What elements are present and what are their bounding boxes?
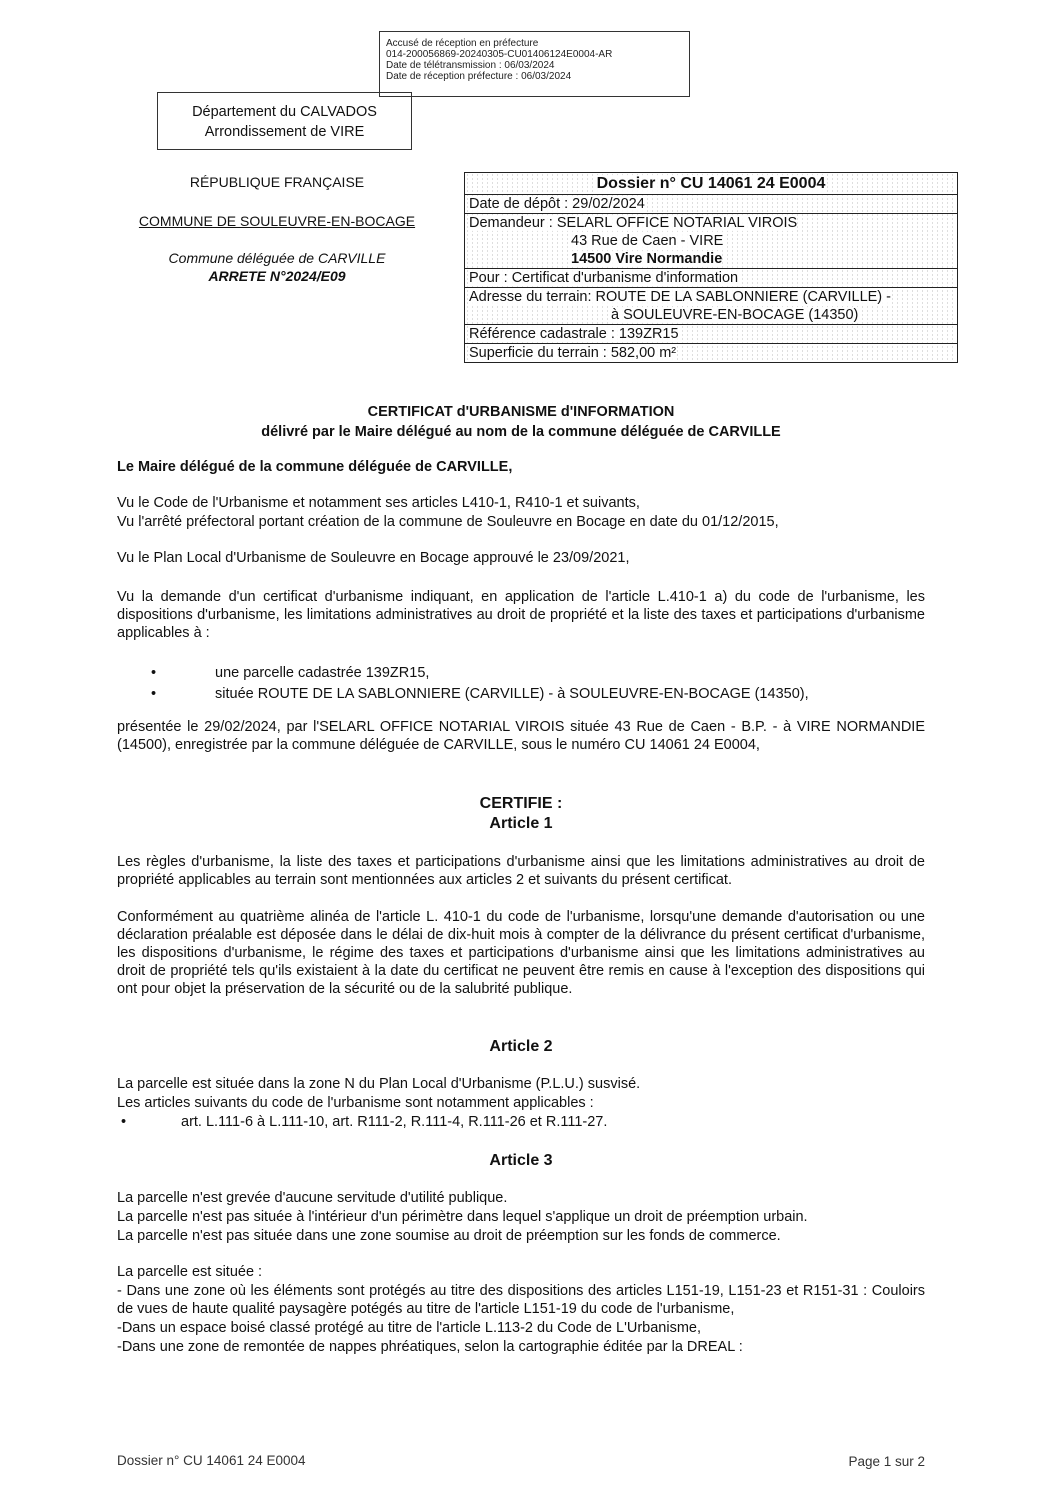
article-3-heading: Article 3 (489, 1152, 553, 1169)
article-3-line-5: - Dans une zone où les éléments sont protégés au titre des dispositions des articles L151-19, L151-23 et R151-31 : Couloirs de vues de haute qualité paysagère potégés au titre de l'article L151-19 du code de l'urbanisme, (117, 1283, 925, 1317)
article-2-line-1: La parcelle est située dans la zone N du Plan Local d'Urbanisme (P.L.U.) susvisé. (117, 1076, 641, 1092)
commune-deleguee: Commune déléguée de CARVILLE (168, 250, 386, 266)
arrete-number: ARRETE N°2024/E09 (208, 268, 346, 284)
list-item: • une parcelle cadastrée 139ZR15, (117, 663, 925, 684)
vu-demande: Vu la demande d'un certificat d'urbanisme indiquant, en application de l'article L.410-1 a) du code de l'urbanisme, les dispositions d'urbanisme, les limitations administratives au droit de propriété et la liste des taxes et participations d'urbanisme applicables à : (117, 589, 925, 641)
certifie-heading: CERTIFIE : (479, 795, 563, 812)
article-1-paragraph-1: Les règles d'urbanisme, la liste des taxes et participations d'urbanisme ainsi que les limitations administratives au droit de propriété applicables au terrain sont mentionnées aux articles 2 et suivants du présent certificat. (117, 854, 925, 888)
certificate-title: CERTIFICAT d'URBANISME d'INFORMATION (367, 404, 675, 420)
parcel-list (117, 663, 925, 705)
page-number: Page 1 sur 2 (848, 1454, 925, 1469)
article-1-paragraph-2: Conformément au quatrième alinéa de l'article L. 410-1 du code de l'urbanisme, lorsqu'une demande d'autorisation ou une déclaration préalable est déposée dans le délai de dix-huit mois à compter de la délivrance du présent certificat d'urbanisme, les dispositions d'urbanisme, le régime des taxes et participations d'urbanisme ainsi que les limitations administratives au droit de propriété tels qu'ils existaient à la date du certificat ne peuvent être remis en cause à l'exception des dispositions qui ont pour objet la préservation de la sécurité ou de la salubrité publique. (117, 909, 925, 997)
stamp-line: 014-200056869-20240305-CU01406124E0004-AR (386, 49, 613, 60)
list-item: • située ROUTE DE LA SABLONNIERE (CARVILLE) - à SOULEUVRE-EN-BOCAGE (14350), (117, 684, 925, 705)
vu-plu: Vu le Plan Local d'Urbanisme de Souleuvre en Bocage approuvé le 23/09/2021, (117, 550, 630, 566)
mayor-line: Le Maire délégué de la commune déléguée de CARVILLE, (117, 459, 513, 475)
stamp-line: Date de réception préfecture : 06/03/2024 (386, 71, 572, 82)
dossier-info-box (464, 172, 958, 363)
department-box (157, 92, 412, 150)
article-3-line-6: -Dans un espace boisé classé protégé au titre de l'article L.113-2 du Code de L'Urbanisme, (117, 1320, 701, 1336)
footer-dossier: Dossier n° CU 14061 24 E0004 (117, 1453, 306, 1468)
article-3-line-2: La parcelle n'est pas située à l'intérieur d'un périmètre dans lequel s'applique un droit de préemption urbain. (117, 1209, 808, 1225)
certificate-subtitle: délivré par le Maire délégué au nom de la commune déléguée de CARVILLE (261, 424, 781, 440)
stamp-line: Accusé de réception en préfecture (386, 38, 539, 49)
article-2-heading: Article 2 (489, 1038, 553, 1055)
article-3-line-1: La parcelle n'est grevée d'aucune servitude d'utilité publique. (117, 1190, 508, 1206)
article-1-heading: Article 1 (489, 815, 553, 832)
prefecture-receipt-stamp (379, 31, 690, 97)
commune-heading: COMMUNE DE SOULEUVRE-EN-BOCAGE (138, 213, 416, 229)
article-2-line-2: Les articles suivants du code de l'urbanisme sont notamment applicables : (117, 1095, 594, 1111)
department-name: Département du CALVADOS (192, 104, 377, 120)
republic-heading: RÉPUBLIQUE FRANÇAISE (189, 174, 365, 190)
stamp-line: Date de télétransmission : 06/03/2024 (386, 60, 555, 71)
list-item: • art. L.111-6 à L.111-10, art. R111-2, R.111-4, R.111-26 et R.111-27. (87, 1112, 925, 1133)
applicant: Demandeur : SELARL OFFICE NOTARIAL VIROIS 43 Rue de Caen - VIRE 14500 Vire Normandie (465, 214, 957, 269)
cadastral-reference: Référence cadastrale : 139ZR15 (465, 325, 957, 344)
article-2-list (117, 1112, 925, 1133)
vu-arrete: Vu l'arrêté préfectoral portant création de la commune de Souleuvre en Bocage en date du 01/12/2015, (117, 514, 779, 530)
dossier-number: Dossier n° CU 14061 24 E0004 (465, 173, 957, 195)
article-3-line-7: -Dans une zone de remontée de nappes phréatiques, selon la cartographie éditée par la DREAL : (117, 1339, 743, 1355)
vu-code: Vu le Code de l'Urbanisme et notamment ses articles L410-1, R410-1 et suivants, (117, 495, 640, 511)
land-area: Superficie du terrain : 582,00 m² (465, 344, 957, 363)
presentee-paragraph: présentée le 29/02/2024, par l'SELARL OFFICE NOTARIAL VIROIS située 43 Rue de Caen - B.P. - à VIRE NORMANDIE (14500), enregistrée par la commune déléguée de CARVILLE, sous le numéro CU 14061 24 E0004, (117, 719, 925, 753)
article-3-line-4: La parcelle est située : (117, 1264, 263, 1280)
deposit-date: Date de dépôt : 29/02/2024 (465, 195, 957, 214)
land-address: Adresse du terrain: ROUTE DE LA SABLONNIERE (CARVILLE) - à SOULEUVRE-EN-BOCAGE (14350) (465, 288, 957, 325)
article-3-line-3: La parcelle n'est pas située dans une zone soumise au droit de préemption sur les fonds de commerce. (117, 1228, 781, 1244)
request-purpose: Pour : Certificat d'urbanisme d'information (465, 269, 957, 288)
arrondissement: Arrondissement de VIRE (204, 124, 365, 140)
